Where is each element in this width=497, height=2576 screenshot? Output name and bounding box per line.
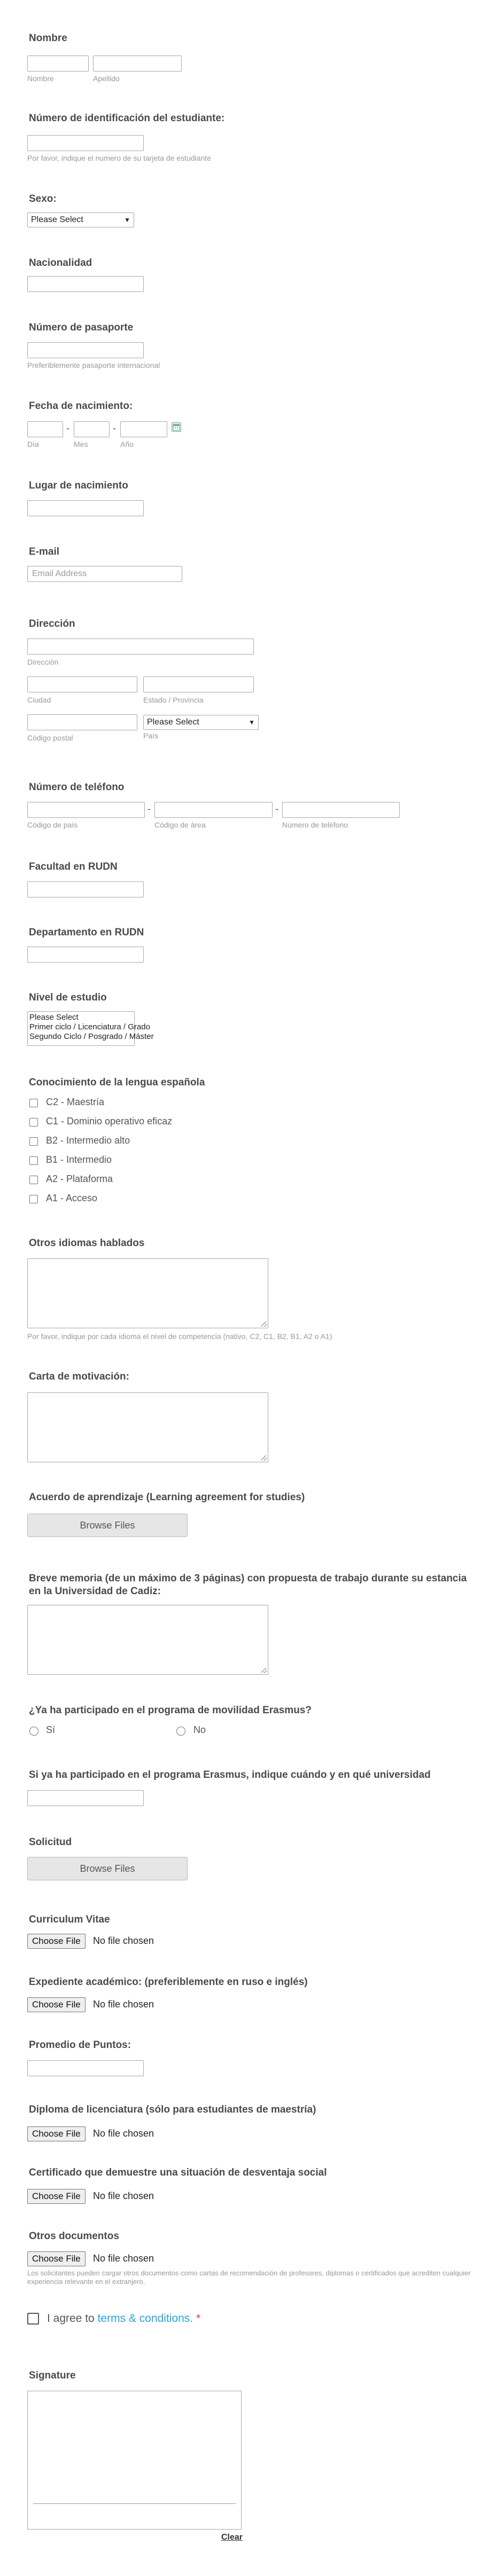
state-input[interactable] xyxy=(143,676,254,692)
birth-day-input[interactable] xyxy=(27,421,63,437)
passport-help: Preferiblemente pasaporte internacional xyxy=(27,361,160,369)
study-level-label: Nivel de estudio xyxy=(29,992,107,1003)
faculty-label: Facultad en RUDN xyxy=(29,861,118,872)
resize-handle-icon[interactable] xyxy=(261,1321,267,1327)
birth-date-label: Fecha de nacimiento: xyxy=(29,400,133,412)
spanish-level-option-label: A2 - Plataforma xyxy=(46,1173,113,1184)
street-address-input[interactable] xyxy=(27,639,254,655)
cv-choose-file-button[interactable]: Choose File xyxy=(27,1934,86,1949)
country-select[interactable] xyxy=(143,715,259,730)
diploma-choose-file-button[interactable]: Choose File xyxy=(27,2126,86,2141)
work-proposal-textarea[interactable] xyxy=(27,1605,268,1675)
spanish-level-checkbox[interactable] xyxy=(29,1156,38,1165)
birth-month-sublabel: Mes xyxy=(74,440,88,448)
other-languages-textarea[interactable] xyxy=(27,1258,268,1328)
first-name-sublabel: Nombre xyxy=(27,74,54,83)
calendar-icon[interactable] xyxy=(172,422,181,432)
terms-link[interactable]: terms & conditions. xyxy=(97,2312,193,2325)
spanish-level-checkbox[interactable] xyxy=(29,1176,38,1184)
student-id-help: Por favor, indique el numero de su tarjeta de estudiante xyxy=(27,154,211,162)
study-level-listbox[interactable] xyxy=(27,1011,154,1046)
sex-select-value: Please Select xyxy=(31,215,83,224)
certificate-file-status: No file chosen xyxy=(93,2191,154,2201)
erasmus-no-label: No xyxy=(193,1724,206,1735)
nationality-label: Nacionalidad xyxy=(29,257,92,269)
email-label: E-mail xyxy=(29,546,60,557)
sex-label: Sexo: xyxy=(29,193,57,204)
signature-label: Signature xyxy=(29,2370,76,2381)
resize-handle-icon[interactable] xyxy=(261,1455,267,1461)
other-languages-help: Por favor, indique por cada idioma el nivel de competencia (nativo, C2, C1, B2, B1, A2 o A1) xyxy=(27,1332,332,1341)
birth-year-input[interactable] xyxy=(120,421,167,437)
gpa-input[interactable] xyxy=(27,2060,144,2076)
state-sublabel: Estado / Provincia xyxy=(143,696,204,704)
spanish-level-option-label: B2 - Intermedio alto xyxy=(46,1135,130,1146)
phone-separator: - xyxy=(275,803,278,814)
spanish-level-checkbox[interactable] xyxy=(29,1195,38,1203)
postal-code-input[interactable] xyxy=(27,714,137,730)
chevron-down-icon: ▼ xyxy=(248,719,255,726)
spanish-level-option-label: C2 - Maestría xyxy=(46,1097,105,1107)
date-separator: - xyxy=(113,423,116,434)
erasmus-label: ¿Ya ha participado en el programa de movilidad Erasmus? xyxy=(29,1705,312,1716)
chevron-down-icon: ▼ xyxy=(124,216,130,224)
erasmus-detail-label: Si ya ha participado en el programa Erasmus, indique cuándo y en qué universidad xyxy=(29,1769,431,1781)
name-section xyxy=(29,32,476,45)
student-id-label: Número de identificación del estudiante: xyxy=(29,113,225,124)
phone-separator: - xyxy=(147,803,151,814)
street-address-sublabel: Dirección xyxy=(27,658,59,666)
birth-month-input[interactable] xyxy=(74,421,110,437)
study-level-option[interactable]: Primer ciclo / Licenciatura / Grado xyxy=(29,1022,150,1031)
disadvantage-certificate-label: Certificado que demuestre una situación de desventaja social xyxy=(29,2167,327,2178)
resize-handle-icon[interactable] xyxy=(261,1668,267,1673)
other-languages-label: Otros idiomas hablados xyxy=(29,1238,145,1249)
department-label: Departamento en RUDN xyxy=(29,927,144,938)
cv-label: Curriculum Vitae xyxy=(29,1914,110,1925)
birth-day-sublabel: Día xyxy=(27,440,39,448)
passport-label: Número de pasaporte xyxy=(29,322,134,333)
phone-label: Número de teléfono xyxy=(29,782,125,793)
spanish-level-checkbox[interactable] xyxy=(29,1099,38,1107)
country-select-value: Please Select xyxy=(147,718,199,727)
address-label: Dirección xyxy=(29,618,75,629)
signature-pad[interactable] xyxy=(27,2391,242,2530)
spanish-level-option-label: B1 - Intermedio xyxy=(46,1154,112,1165)
other-documents-help: Los solicitantes pueden cargar otros documentos como cartas de recomendación de profesores, diplomas o certificados que acrediten cualquier experiencia relevante en el extranjero. xyxy=(27,2269,471,2286)
spanish-level-checkbox[interactable] xyxy=(29,1118,38,1126)
study-level-option[interactable]: Please Select xyxy=(29,1013,79,1022)
phone-country-sublabel: Código de país xyxy=(27,821,78,829)
erasmus-yes-radio[interactable] xyxy=(29,1727,38,1736)
transcript-choose-file-button[interactable]: Choose File xyxy=(27,1997,86,2012)
student-id-input[interactable] xyxy=(27,135,144,151)
email-input[interactable] xyxy=(27,566,182,582)
phone-area-sublabel: Código de área xyxy=(154,821,206,829)
diploma-label: Diploma de licenciatura (sólo para estudiantes de maestría) xyxy=(29,2104,316,2115)
signature-line xyxy=(33,2503,236,2504)
spanish-level-option-label: C1 - Dominio operativo eficaz xyxy=(46,1116,173,1126)
birth-place-label: Lugar de nacimiento xyxy=(29,480,128,491)
application-label: Solicitud xyxy=(29,1837,72,1848)
postal-code-sublabel: Código postal xyxy=(27,734,73,742)
other-documents-file-status: No file chosen xyxy=(93,2253,154,2264)
department-input[interactable] xyxy=(27,947,144,963)
phone-number-sublabel: Número de teléfono xyxy=(282,821,348,829)
date-separator: - xyxy=(66,423,69,434)
last-name-input[interactable] xyxy=(93,56,182,72)
learning-agreement-browse-button[interactable]: Browse Files xyxy=(27,1514,188,1537)
last-name-sublabel: Apellido xyxy=(93,74,120,83)
city-sublabel: Ciudad xyxy=(27,696,51,704)
spanish-level-label: Conocimiento de la lengua española xyxy=(29,1077,205,1088)
first-name-input[interactable] xyxy=(27,56,89,72)
required-asterisk: * xyxy=(196,2312,201,2325)
sex-select[interactable] xyxy=(27,212,134,227)
spanish-level-option-label: A1 - Acceso xyxy=(46,1193,98,1203)
birth-year-sublabel: Año xyxy=(120,440,134,448)
nationality-input[interactable] xyxy=(27,276,144,292)
erasmus-no-radio[interactable] xyxy=(176,1727,185,1736)
email-placeholder: Email Address xyxy=(32,569,87,578)
name-label: Nombre xyxy=(29,33,67,44)
phone-area-input[interactable] xyxy=(154,802,273,818)
other-documents-choose-file-button[interactable]: Choose File xyxy=(27,2251,86,2266)
birth-place-input[interactable] xyxy=(27,500,144,516)
terms-text xyxy=(47,2312,200,2325)
phone-number-input[interactable] xyxy=(282,802,400,818)
faculty-input[interactable] xyxy=(27,881,144,897)
country-sublabel: País xyxy=(143,731,159,740)
passport-input[interactable] xyxy=(27,342,144,358)
other-documents-label: Otros documentos xyxy=(29,2231,119,2242)
phone-country-input[interactable] xyxy=(27,802,145,818)
erasmus-yes-label: Sí xyxy=(46,1724,56,1735)
study-level-option[interactable]: Segundo Ciclo / Posgrado / Máster xyxy=(29,1032,154,1041)
transcript-label: Expediente académico: (preferiblemente en ruso e inglés) xyxy=(29,1976,308,1988)
motivation-letter-textarea[interactable] xyxy=(27,1392,268,1462)
certificate-choose-file-button[interactable]: Choose File xyxy=(27,2189,86,2204)
transcript-file-status: No file chosen xyxy=(93,1999,154,2010)
motivation-letter-label: Carta de motivación: xyxy=(29,1371,129,1382)
gpa-label: Promedio de Puntos: xyxy=(29,2039,131,2051)
clear-signature-button[interactable]: Clear xyxy=(221,2533,243,2542)
work-proposal-label: Breve memoria (de un máximo de 3 páginas) con propuesta de trabajo durante su estancia en la Universidad de Cadiz: xyxy=(29,1573,467,1597)
diploma-file-status: No file chosen xyxy=(93,2128,154,2139)
application-browse-button[interactable]: Browse Files xyxy=(27,1857,188,1880)
learning-agreement-label: Acuerdo de aprendizaje (Learning agreement for studies) xyxy=(29,1492,305,1503)
terms-checkbox[interactable] xyxy=(27,2313,39,2325)
terms-prefix: I agree to xyxy=(47,2312,98,2325)
erasmus-detail-input[interactable] xyxy=(27,1790,144,1806)
spanish-level-checkbox[interactable] xyxy=(29,1137,38,1146)
cv-file-status: No file chosen xyxy=(93,1935,154,1946)
city-input[interactable] xyxy=(27,676,137,692)
